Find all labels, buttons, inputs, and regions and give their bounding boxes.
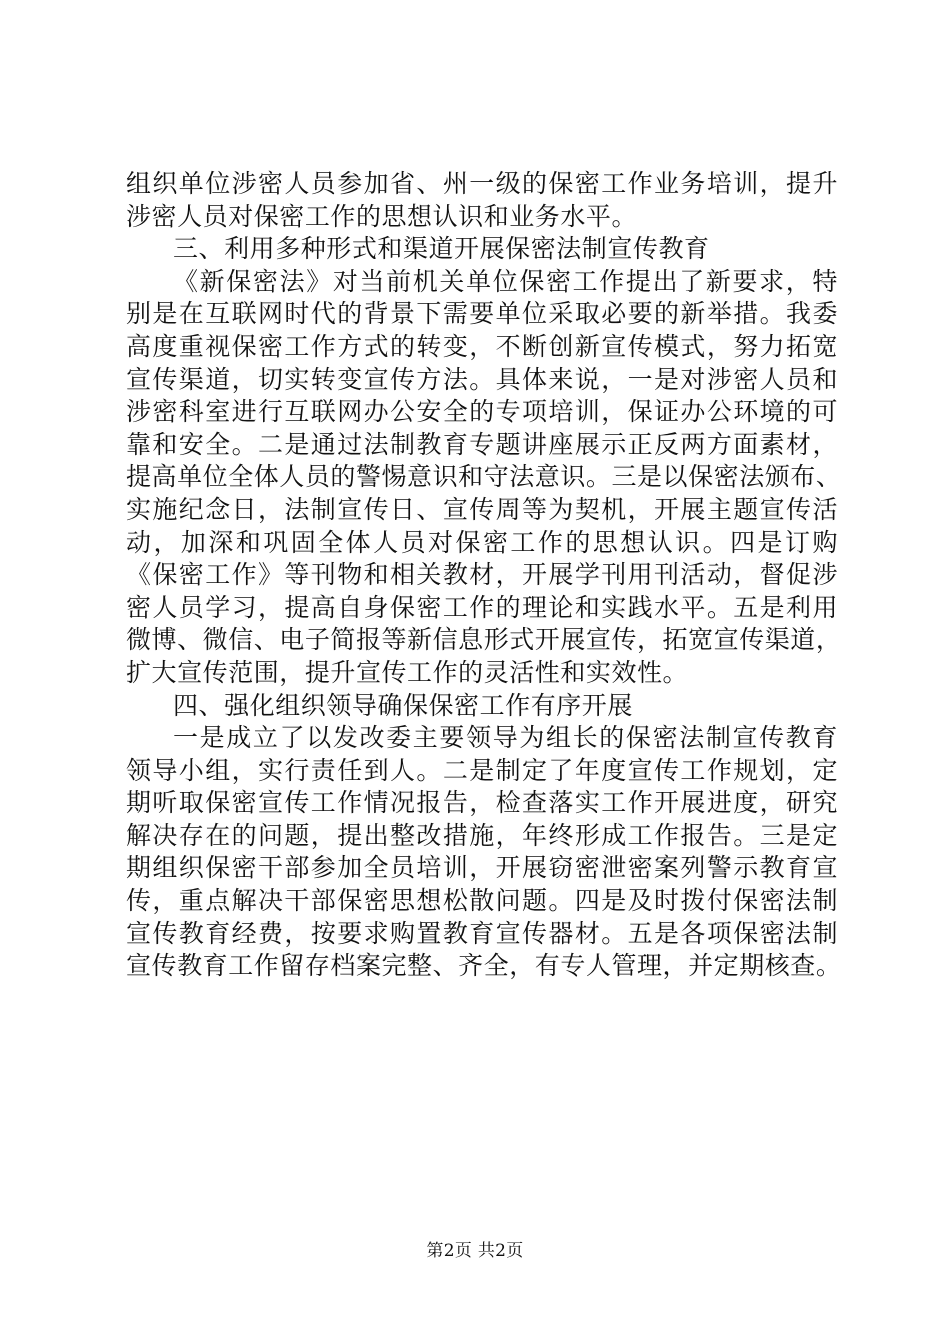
paragraph-line: 宣传教育经费，按要求购置教育宣传器材。五是各项保密法制 [126,918,838,948]
paragraph-line: 宣传教育工作留存档案完整、齐全，有专人管理，并定期核查。 [126,951,842,981]
paragraph-line: 《新保密法》对当前机关单位保密工作提出了新要求，特 [173,266,838,296]
paragraph-line: 一是成立了以发改委主要领导为组长的保密法制宣传教育 [173,723,838,753]
paragraph-line: 组织单位涉密人员参加省、州一级的保密工作业务培训，提升 [126,169,838,198]
section-heading: 三、利用多种形式和渠道开展保密法制宣传教育 [173,234,710,264]
paragraph-line: 宣传渠道，切实转变宣传方法。具体来说，一是对涉密人员和 [126,364,838,394]
paragraph-line: 涉密人员对保密工作的思想认识和业务水平。 [126,201,638,231]
paragraph-line: 涉密科室进行互联网办公安全的专项培训，保证办公环境的可 [126,397,838,427]
paragraph-line: 《保密工作》等刊物和相关教材，开展学刊用刊活动，督促涉 [126,560,838,590]
paragraph-line: 密人员学习，提高自身保密工作的理论和实践水平。五是利用 [126,592,838,622]
paragraph-line: 微博、微信、电子简报等新信息形式开展宣传，拓宽宣传渠道， [126,625,842,655]
paragraph-line: 提高单位全体人员的警惕意识和守法意识。三是以保密法颁布、 [126,462,842,492]
section-heading: 四、强化组织领导确保保密工作有序开展 [173,690,633,720]
paragraph-line: 别是在互联网时代的背景下需要单位采取必要的新举措。我委 [126,299,838,329]
paragraph-line: 领导小组，实行责任到人。二是制定了年度宣传工作规划，定 [126,755,838,785]
paragraph-line: 动，加深和巩固全体人员对保密工作的思想认识。四是订购 [126,527,838,557]
paragraph-line: 高度重视保密工作方式的转变，不断创新宣传模式，努力拓宽 [126,331,838,361]
paragraph-line: 扩大宣传范围，提升宣传工作的灵活性和实效性。 [126,657,689,687]
paragraph-line: 传，重点解决干部保密思想松散问题。四是及时拨付保密法制 [126,886,838,916]
paragraph-line: 靠和安全。二是通过法制教育专题讲座展示正反两方面素材， [126,429,838,459]
page-number-label: 第2页 共2页 [426,1241,524,1261]
paragraph-line: 解决存在的问题，提出整改措施，年终形成工作报告。三是定 [126,820,838,850]
body-text [126,168,842,983]
paragraph-line: 期组织保密干部参加全员培训，开展窃密泄密案列警示教育宣 [126,853,838,883]
page-footer [0,1240,950,1262]
paragraph-line: 期听取保密宣传工作情况报告，检查落实工作开展进度，研究 [126,788,838,818]
paragraph-line: 实施纪念日，法制宣传日、宣传周等为契机，开展主题宣传活 [126,494,838,524]
